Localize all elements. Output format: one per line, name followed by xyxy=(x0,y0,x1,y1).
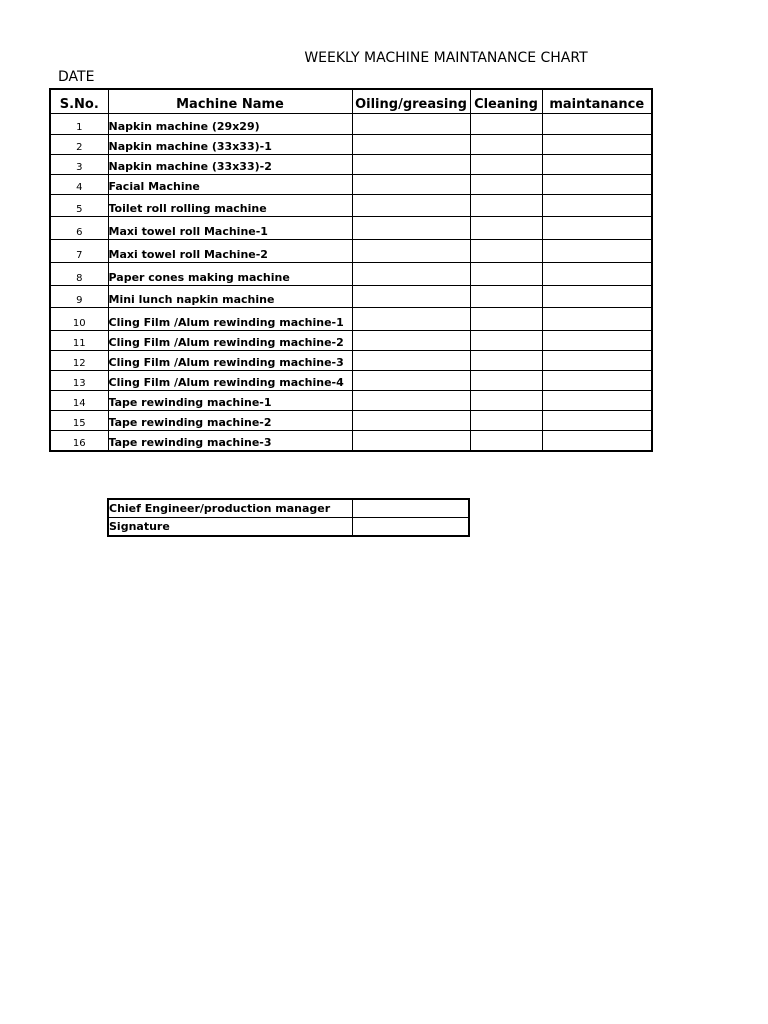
oiling-cell[interactable] xyxy=(352,263,470,286)
cleaning-cell[interactable] xyxy=(470,286,542,308)
row-sno: 12 xyxy=(50,351,108,371)
signoff-row xyxy=(108,518,469,537)
row-sno: 6 xyxy=(50,217,108,240)
date-label: DATE xyxy=(58,69,95,85)
cleaning-cell[interactable] xyxy=(470,114,542,135)
cleaning-cell[interactable] xyxy=(470,331,542,351)
signature-field[interactable] xyxy=(352,518,469,537)
table-row xyxy=(50,391,652,411)
maintanance-cell[interactable] xyxy=(542,431,652,451)
oiling-cell[interactable] xyxy=(352,411,470,431)
oiling-cell[interactable] xyxy=(352,195,470,217)
engineer-label: Chief Engineer/production manager xyxy=(108,499,352,518)
table-header-row xyxy=(50,89,652,114)
row-machine-name: Maxi towel roll Machine-2 xyxy=(108,240,352,263)
row-machine-name: Tape rewinding machine-3 xyxy=(108,431,352,451)
page-title: WEEKLY MACHINE MAINTANANCE CHART xyxy=(304,50,588,66)
cleaning-cell[interactable] xyxy=(470,217,542,240)
maintanance-cell[interactable] xyxy=(542,155,652,175)
maintanance-cell[interactable] xyxy=(542,351,652,371)
oiling-cell[interactable] xyxy=(352,431,470,451)
cleaning-cell[interactable] xyxy=(470,195,542,217)
row-machine-name: Facial Machine xyxy=(108,175,352,195)
engineer-field[interactable] xyxy=(352,499,469,518)
table-row xyxy=(50,155,652,175)
table-row xyxy=(50,135,652,155)
row-sno: 5 xyxy=(50,195,108,217)
row-sno: 15 xyxy=(50,411,108,431)
row-machine-name: Cling Film /Alum rewinding machine-4 xyxy=(108,371,352,391)
table-row xyxy=(50,175,652,195)
row-sno: 16 xyxy=(50,431,108,451)
row-machine-name: Tape rewinding machine-1 xyxy=(108,391,352,411)
row-sno: 13 xyxy=(50,371,108,391)
row-sno: 11 xyxy=(50,331,108,351)
cleaning-cell[interactable] xyxy=(470,351,542,371)
cleaning-cell[interactable] xyxy=(470,135,542,155)
header-maintanance: maintanance xyxy=(542,89,652,114)
maintanance-cell[interactable] xyxy=(542,217,652,240)
oiling-cell[interactable] xyxy=(352,155,470,175)
cleaning-cell[interactable] xyxy=(470,155,542,175)
table-row xyxy=(50,217,652,240)
maintanance-cell[interactable] xyxy=(542,135,652,155)
row-sno: 10 xyxy=(50,308,108,331)
maintanance-cell[interactable] xyxy=(542,331,652,351)
header-sno: S.No. xyxy=(50,89,108,114)
table-row xyxy=(50,308,652,331)
table-row xyxy=(50,331,652,351)
oiling-cell[interactable] xyxy=(352,308,470,331)
signoff-table xyxy=(107,498,470,537)
signoff-row xyxy=(108,499,469,518)
row-machine-name: Toilet roll rolling machine xyxy=(108,195,352,217)
maintanance-cell[interactable] xyxy=(542,371,652,391)
maintanance-cell[interactable] xyxy=(542,308,652,331)
row-sno: 1 xyxy=(50,114,108,135)
row-machine-name: Napkin machine (29x29) xyxy=(108,114,352,135)
header-machine-name: Machine Name xyxy=(108,89,352,114)
oiling-cell[interactable] xyxy=(352,286,470,308)
maintanance-cell[interactable] xyxy=(542,114,652,135)
table-row xyxy=(50,371,652,391)
row-machine-name: Paper cones making machine xyxy=(108,263,352,286)
oiling-cell[interactable] xyxy=(352,135,470,155)
maintanance-cell[interactable] xyxy=(542,195,652,217)
cleaning-cell[interactable] xyxy=(470,371,542,391)
row-machine-name: Napkin machine (33x33)-2 xyxy=(108,155,352,175)
oiling-cell[interactable] xyxy=(352,331,470,351)
maintenance-table xyxy=(49,88,653,452)
oiling-cell[interactable] xyxy=(352,371,470,391)
header-cleaning: Cleaning xyxy=(470,89,542,114)
cleaning-cell[interactable] xyxy=(470,175,542,195)
table-row xyxy=(50,195,652,217)
maintanance-cell[interactable] xyxy=(542,240,652,263)
row-sno: 9 xyxy=(50,286,108,308)
row-sno: 2 xyxy=(50,135,108,155)
table-row xyxy=(50,286,652,308)
row-sno: 4 xyxy=(50,175,108,195)
row-machine-name: Napkin machine (33x33)-1 xyxy=(108,135,352,155)
row-sno: 8 xyxy=(50,263,108,286)
cleaning-cell[interactable] xyxy=(470,391,542,411)
table-row xyxy=(50,114,652,135)
oiling-cell[interactable] xyxy=(352,175,470,195)
cleaning-cell[interactable] xyxy=(470,308,542,331)
row-machine-name: Tape rewinding machine-2 xyxy=(108,411,352,431)
oiling-cell[interactable] xyxy=(352,114,470,135)
maintanance-cell[interactable] xyxy=(542,175,652,195)
table-row xyxy=(50,431,652,451)
row-sno: 7 xyxy=(50,240,108,263)
row-machine-name: Maxi towel roll Machine-1 xyxy=(108,217,352,240)
row-sno: 3 xyxy=(50,155,108,175)
maintanance-cell[interactable] xyxy=(542,411,652,431)
table-row xyxy=(50,240,652,263)
oiling-cell[interactable] xyxy=(352,217,470,240)
row-sno: 14 xyxy=(50,391,108,411)
signature-label: Signature xyxy=(108,518,352,537)
oiling-cell[interactable] xyxy=(352,240,470,263)
row-machine-name: Cling Film /Alum rewinding machine-1 xyxy=(108,308,352,331)
oiling-cell[interactable] xyxy=(352,351,470,371)
row-machine-name: Cling Film /Alum rewinding machine-3 xyxy=(108,351,352,371)
maintanance-cell[interactable] xyxy=(542,286,652,308)
table-row xyxy=(50,351,652,371)
header-oiling: Oiling/greasing xyxy=(352,89,470,114)
oiling-cell[interactable] xyxy=(352,391,470,411)
cleaning-cell[interactable] xyxy=(470,411,542,431)
cleaning-cell[interactable] xyxy=(470,240,542,263)
cleaning-cell[interactable] xyxy=(470,263,542,286)
row-machine-name: Cling Film /Alum rewinding machine-2 xyxy=(108,331,352,351)
row-machine-name: Mini lunch napkin machine xyxy=(108,286,352,308)
table-row xyxy=(50,411,652,431)
table-row xyxy=(50,263,652,286)
cleaning-cell[interactable] xyxy=(470,431,542,451)
maintanance-cell[interactable] xyxy=(542,391,652,411)
maintanance-cell[interactable] xyxy=(542,263,652,286)
